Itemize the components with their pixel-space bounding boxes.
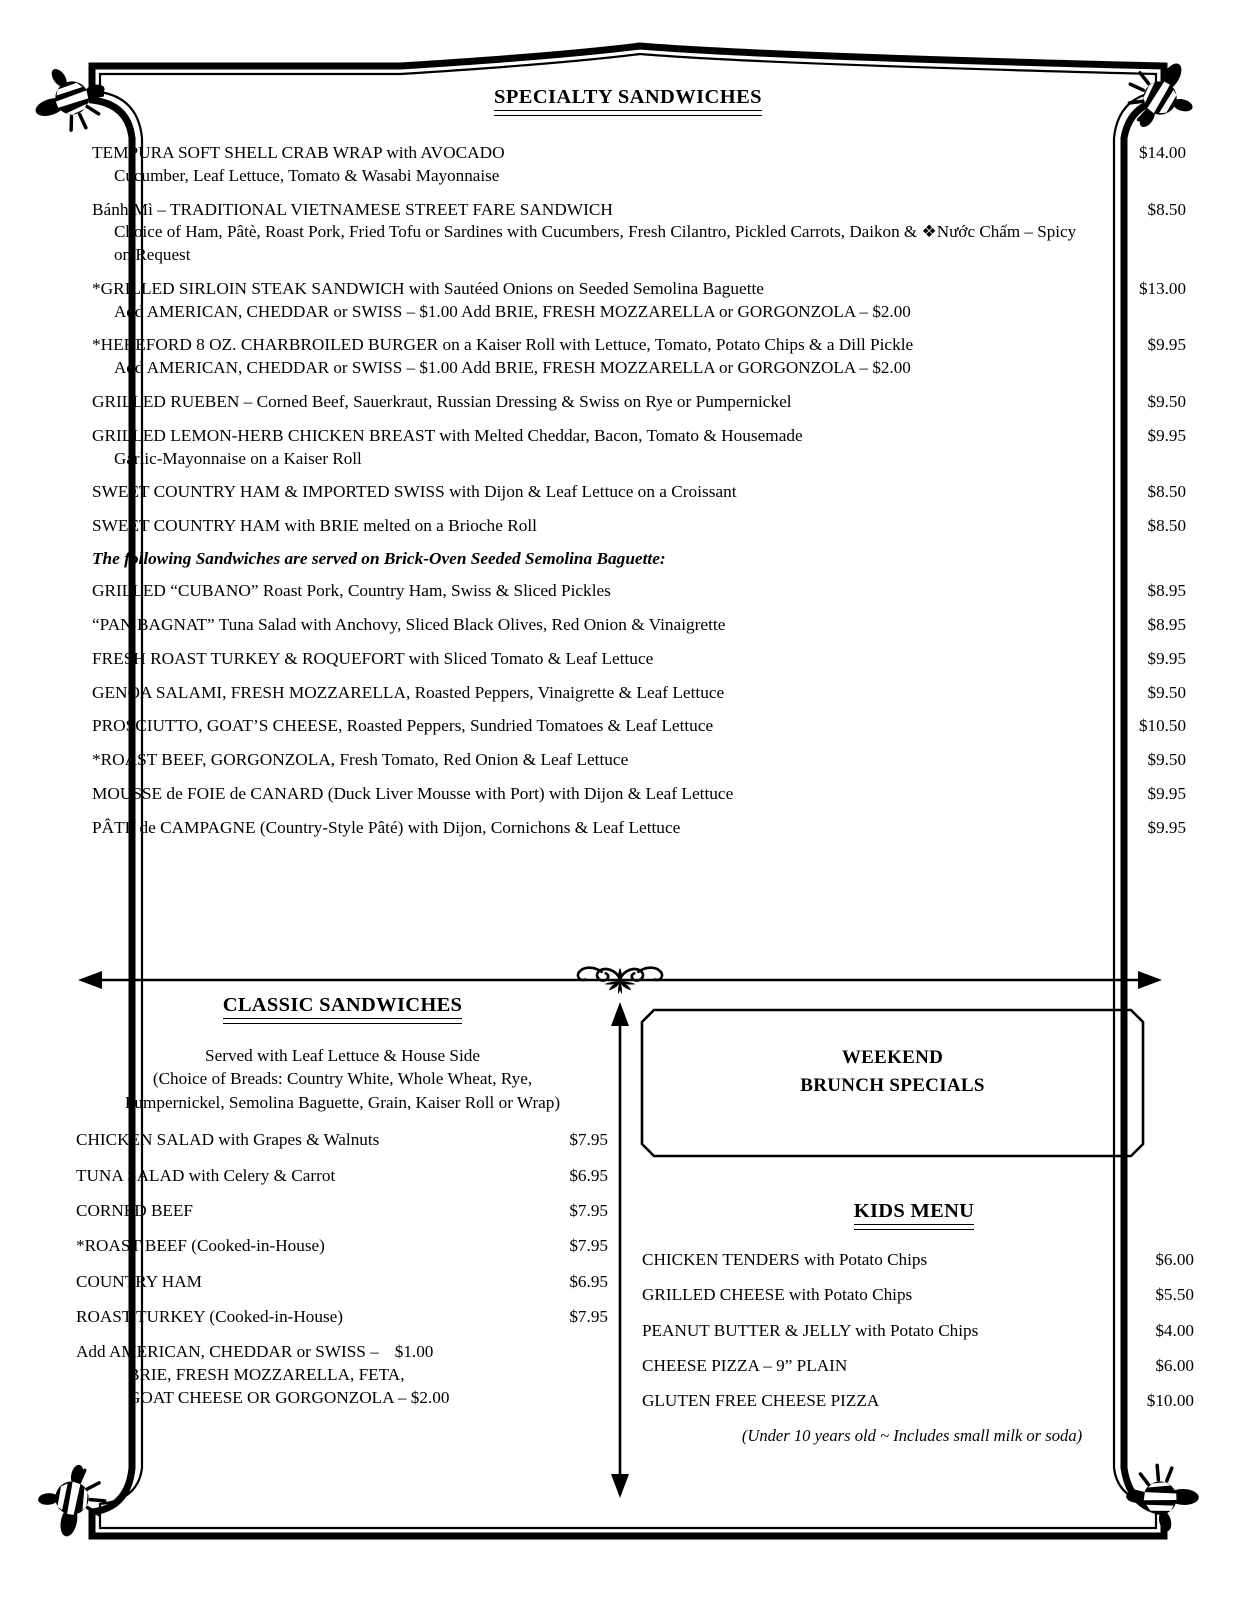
menu-item	[92, 142, 1186, 188]
item-price: $7.95	[569, 1130, 608, 1150]
menu-item	[92, 334, 1186, 380]
item-name: *HEREFORD 8 OZ. CHARBROILED BURGER on a Kaiser Roll with Lettuce, Tomato, Potato Chips & a Dill Pickle	[92, 335, 914, 355]
item-price: $9.95	[1147, 648, 1186, 668]
menu-item	[634, 1320, 1194, 1342]
item-description: Garlic-Mayonnaise on a Kaiser Roll	[114, 448, 362, 468]
menu-item	[634, 1355, 1194, 1377]
arrow-head-top	[611, 1002, 629, 1026]
classic-items-list	[70, 1129, 615, 1328]
baguette-note: The following Sandwiches are served on Brick-Oven Seeded Semolina Baguette:	[92, 549, 666, 569]
menu-item	[92, 481, 1186, 504]
item-name: Bánh Mì – TRADITIONAL VIETNAMESE STREET FARE SANDWICH	[92, 199, 613, 219]
item-name: ROAST TURKEY (Cooked-in-House)	[76, 1306, 344, 1326]
add-ons-line-2: BRIE, FRESH MOZZARELLA, FETA,	[128, 1365, 405, 1385]
menu-item	[92, 783, 1186, 806]
menu-content	[62, 86, 1194, 1506]
menu-item	[92, 580, 1186, 603]
item-name: COUNTRY HAM	[76, 1271, 202, 1291]
add-ons-price: $1.00	[394, 1342, 434, 1362]
menu-item	[92, 199, 1186, 267]
item-name: *ROAST BEEF, GORGONZOLA, Fresh Tomato, Red Onion & Leaf Lettuce	[92, 750, 629, 770]
menu-item	[92, 817, 1186, 840]
item-name: TEMPURA SOFT SHELL CRAB WRAP with AVOCADO	[92, 143, 505, 162]
item-price: $6.95	[569, 1271, 608, 1291]
item-description: Cucumber, Leaf Lettuce, Tomato & Wasabi Mayonnaise	[114, 165, 500, 185]
brunch-line-2: BRUNCH SPECIALS	[800, 1074, 985, 1096]
item-name: CHICKEN TENDERS with Potato Chips	[642, 1250, 928, 1269]
item-name: SWEET COUNTRY HAM & IMPORTED SWISS with Dijon & Leaf Lettuce on a Croissant	[92, 482, 737, 502]
item-name: CORNED BEEF	[76, 1200, 193, 1220]
specialty-sandwiches-heading: SPECIALTY SANDWICHES	[494, 86, 762, 116]
menu-item	[92, 648, 1186, 671]
item-name: “PAN BAGNAT” Tuna Salad with Anchovy, Sliced Black Olives, Red Onion & Vinaigrette	[92, 614, 726, 634]
menu-item	[70, 1235, 615, 1257]
menu-item	[92, 515, 1186, 538]
item-name: GLUTEN FREE CHEESE PIZZA	[642, 1391, 880, 1411]
kids-menu-heading: KIDS MENU	[854, 1200, 975, 1230]
menu-item	[92, 715, 1186, 738]
item-price: $9.50	[1147, 682, 1186, 702]
menu-item	[634, 1249, 1194, 1271]
menu-item	[92, 749, 1186, 772]
item-price: $6.00	[1155, 1356, 1194, 1376]
menu-item	[70, 1306, 615, 1328]
item-name: PÂTÉ de CAMPAGNE (Country-Style Pâté) with Dijon, Cornichons & Leaf Lettuce	[92, 817, 681, 837]
right-column	[634, 994, 1194, 1446]
item-price: $9.95	[1147, 817, 1186, 837]
item-price: $7.95	[569, 1236, 608, 1256]
brunch-title	[640, 1044, 1145, 1099]
arrow-head-bottom	[611, 1474, 629, 1498]
item-name: GRILLED CHEESE with Potato Chips	[642, 1285, 913, 1305]
kids-items-list	[634, 1249, 1194, 1413]
item-name: CHEESE PIZZA – 9” PLAIN	[642, 1356, 848, 1376]
weekend-brunch-specials-box	[640, 1008, 1145, 1158]
item-name: SWEET COUNTRY HAM with BRIE melted on a Brioche Roll	[92, 516, 537, 536]
specialty-sandwiches-list	[62, 142, 1194, 840]
item-price: $7.95	[569, 1200, 608, 1220]
item-price: $10.50	[1138, 716, 1186, 736]
classic-blurb-line-1: Served with Leaf Lettuce & House Side	[205, 1046, 480, 1065]
kids-heading-wrap	[634, 1200, 1194, 1230]
item-price: $9.50	[1147, 391, 1186, 411]
item-price: $8.95	[1147, 581, 1186, 601]
item-name: GRILLED “CUBANO” Roast Pork, Country Ham, Swiss & Sliced Pickles	[92, 581, 611, 601]
item-price: $9.95	[1147, 425, 1186, 445]
menu-item	[70, 1165, 615, 1187]
item-name: GRILLED RUEBEN – Corned Beef, Sauerkraut, Russian Dressing & Swiss on Rye or Pumpernickel	[92, 391, 792, 411]
item-price: $6.00	[1155, 1250, 1194, 1269]
item-price: $8.50	[1147, 516, 1186, 536]
item-name: *ROAST BEEF (Cooked-in-House)	[76, 1236, 325, 1256]
menu-item	[634, 1284, 1194, 1306]
item-price: $8.50	[1147, 482, 1186, 502]
item-price: $13.00	[1138, 278, 1186, 298]
classic-add-ons	[70, 1341, 615, 1410]
item-name: GRILLED LEMON-HERB CHICKEN BREAST with Melted Cheddar, Bacon, Tomato & Housemade	[92, 425, 803, 445]
horizontal-arrow-divider	[74, 958, 1166, 994]
brunch-line-1: WEEKEND	[841, 1047, 944, 1068]
menu-item	[92, 391, 1186, 414]
item-description: Add AMERICAN, CHEDDAR or SWISS – $1.00 Add BRIE, FRESH MOZZARELLA or GORGONZOLA – $2.00	[114, 358, 911, 378]
item-price: $8.95	[1147, 614, 1186, 634]
menu-item	[92, 614, 1186, 637]
item-price: $6.95	[569, 1165, 608, 1185]
item-price: $10.00	[1146, 1391, 1194, 1411]
classic-blurb-line-2: (Choice of Breads: Country White, Whole Wheat, Rye,	[152, 1069, 533, 1089]
item-price: $5.50	[1155, 1285, 1194, 1305]
item-name: TUNA SALAD with Celery & Carrot	[76, 1165, 336, 1185]
menu-item	[70, 1129, 615, 1151]
lower-sections	[62, 994, 1194, 1506]
item-price: $8.50	[1147, 199, 1186, 219]
add-ons-line-3: GOAT CHEESE OR GORGONZOLA – $2.00	[128, 1388, 450, 1408]
specialty-sandwiches-heading-wrap	[62, 86, 1194, 116]
menu-item	[92, 278, 1186, 324]
kids-menu-footnote: (Under 10 years old ~ Includes small milk or soda)	[741, 1425, 1083, 1445]
item-name: GENOA SALAMI, FRESH MOZZARELLA, Roasted Peppers, Vinaigrette & Leaf Lettuce	[92, 682, 725, 702]
item-price: $14.00	[1138, 143, 1186, 162]
item-name: MOUSSE de FOIE de CANARD (Duck Liver Mousse with Port) with Dijon & Leaf Lettuce	[92, 784, 734, 803]
item-name: PEANUT BUTTER & JELLY with Potato Chips	[642, 1320, 979, 1340]
menu-item	[634, 1390, 1194, 1412]
classic-sandwiches-heading: CLASSIC SANDWICHES	[223, 994, 463, 1024]
classic-blurb-line-3: Pumpernickel, Semolina Baguette, Grain, Kaiser Roll or Wrap)	[124, 1092, 561, 1112]
classic-sandwiches-section	[70, 994, 615, 1410]
classic-heading-wrap	[70, 994, 615, 1024]
arrow-head-left	[78, 971, 102, 989]
item-price: $7.95	[569, 1306, 608, 1326]
menu-item	[92, 682, 1186, 705]
item-name: FRESH ROAST TURKEY & ROQUEFORT with Sliced Tomato & Leaf Lettuce	[92, 648, 654, 668]
item-name: PROSCIUTTO, GOAT’S CHEESE, Roasted Peppers, Sundried Tomatoes & Leaf Lettuce	[92, 716, 714, 736]
item-name: *GRILLED SIRLOIN STEAK SANDWICH with Sautéed Onions on Seeded Semolina Baguette	[92, 278, 764, 298]
menu-item	[70, 1200, 615, 1222]
arrow-head-right	[1138, 971, 1162, 989]
item-price: $4.00	[1155, 1320, 1194, 1340]
item-description: Choice of Ham, Pâtè, Roast Pork, Fried Tofu or Sardines with Cucumbers, Fresh Cilantro, Pickled Carrots, Daikon & ❖Nước Chấm – Spicy on Request	[114, 222, 1077, 265]
item-price: $9.95	[1147, 784, 1186, 803]
add-ons-label: Add AMERICAN, CHEDDAR or SWISS –	[76, 1342, 379, 1362]
menu-item	[92, 425, 1186, 471]
classic-blurb	[70, 1044, 615, 1114]
vertical-arrow-divider	[602, 1000, 638, 1500]
menu-item	[70, 1271, 615, 1293]
item-price: $9.50	[1147, 750, 1186, 770]
item-name: CHICKEN SALAD with Grapes & Walnuts	[76, 1130, 380, 1150]
item-price: $9.95	[1147, 335, 1186, 355]
item-description: Add AMERICAN, CHEDDAR or SWISS – $1.00 Add BRIE, FRESH MOZZARELLA or GORGONZOLA – $2.00	[114, 301, 911, 321]
